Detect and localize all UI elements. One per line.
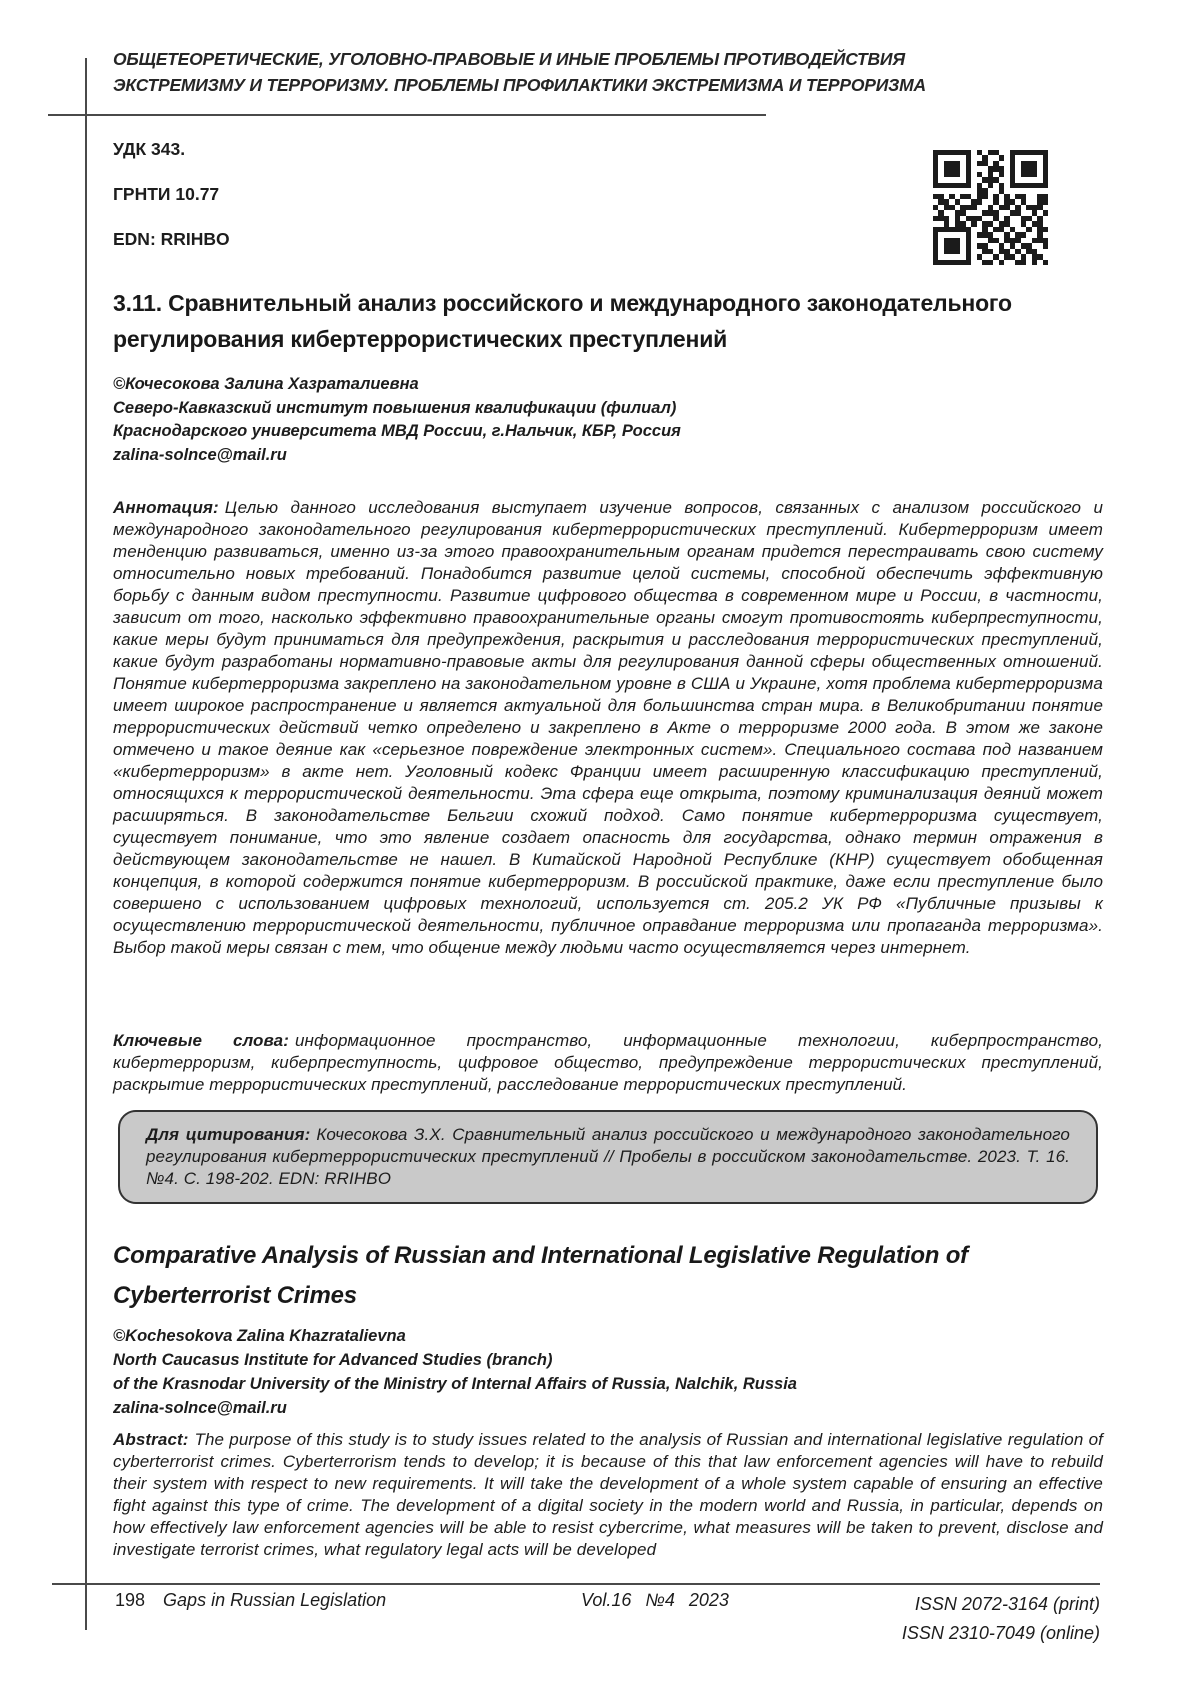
footer-rule: [52, 1583, 1100, 1585]
article-title-ru: 3.11. Сравнительный анализ российского и международного законодательного регулирования кибертеррористических преступлений: [113, 290, 1012, 352]
citation-paragraph: [146, 1124, 1070, 1190]
citation-text: Кочесокова З.Х. Сравнительный анализ российского и международного законодательного регулирования кибертеррористических преступлений // Пробелы в российском законодательстве. 2023. Т. 16. №4. С. 198-202. EDN: RRIHBO: [146, 1125, 1070, 1188]
volume-info: Vol.16 №4 2023: [581, 1590, 729, 1610]
running-head: [113, 46, 1103, 98]
keywords-label-ru: Ключевые слова:: [113, 1031, 289, 1050]
footer-left: [115, 1590, 386, 1611]
author-email-ru: zalina-solnce@mail.ru: [113, 445, 287, 464]
abstract-label-ru: Аннотация:: [113, 498, 219, 517]
article-title-en: Comparative Analysis of Russian and International Legislative Regulation of Cyberterrorist Crimes: [113, 1242, 968, 1309]
grnti-label: ГРНТИ 10.77: [113, 184, 220, 204]
abstract-ru: [113, 497, 1103, 1003]
running-head-line-2: ЭКСТРЕМИЗМУ И ТЕРРОРИЗМУ. ПРОБЛЕМЫ ПРОФИЛАКТИКИ ЭКСТРЕМИЗМА И ТЕРРОРИЗМА: [113, 75, 926, 95]
left-margin-rule: [85, 58, 87, 1630]
author-name-ru: ©Кочесокова Залина Хазраталиевна: [113, 375, 419, 393]
keywords-ru: [113, 1030, 1103, 1096]
issn-online: ISSN 2310-7049 (online): [901, 1623, 1100, 1643]
authors-ru: [113, 373, 1103, 467]
citation-label: Для цитирования:: [146, 1125, 311, 1144]
author-name-en: ©Kochesokova Zalina Khazratalievna: [113, 1327, 406, 1345]
author-affiliation-ru-1: Северо-Кавказский институт повышения квалификации (филиал): [113, 398, 677, 417]
issn-print: ISSN 2072-3164 (print): [914, 1594, 1100, 1614]
abstract-label-en: Abstract:: [113, 1430, 189, 1449]
abstract-text-ru: Целью данного исследования выступает изучение вопросов, связанных с анализом российского и международного законодательного регулирования кибертеррористических преступлений. Кибертерроризм имеет тенденцию развиваться, именно из-за этого правоохранительным органам придется перестраивать свою систему относительно новых требований. Понадобится развитие целой системы, способной обеспечить эффективную борьбу с данным видом преступности. Развитие цифрового общества в современном мире и России, в частности, зависит от того, насколько эффективно правоохранительные органы смогут противостоять киберпреступности, какие меры будут приниматься для предупреждения, раскрытия и расследования террористических преступлений, какие будут разработаны нормативно-правовые акты для регулирования данной сферы общественных отношений. Понятие кибертерроризма закреплено на законодательном уровне в США и Украине, хотя проблема кибертерроризма имеет широкое распространение и является актуальной для большинства стран мира. в Великобритании понятие террористических действий четко определено и закреплено в Акте о терроризме 2000 года. В этом же законе отмечено и такое деяние как «серьезное повреждение электронных систем». Специального состава под названием «кибертерроризм» в акте нет. Уголовный кодекс Франции имеет расширенную классификацию преступлений, относящихся к террористической деятельности. Эта сфера еще открыта, поэтому криминализация деяний может расширяться. В законодательстве Бельгии схожий подход. Само понятие кибертерроризма существует, существует понимание, что это явление создает опасность для государства, однако термин отражения в действующем законодательстве не нашел. В Китайской Народной Республике (КНР) существует обобщенная концепция, в которой содержится понятие кибертерроризм. В российской практике, даже если преступление было совершено с использованием цифровых технологий, используется ст. 205.2 УК РФ «Публичные призывы к осуществлению террористической деятельности, публичное оправдание терроризма или пропаганда терроризма». Выбор такой меры связан с тем, что общение между людьми часто осуществляется через интернет.: [113, 498, 1103, 957]
authors-en: [113, 1324, 1103, 1420]
issn-block: [902, 1590, 1100, 1648]
journal-name: Gaps in Russian Legislation: [163, 1590, 387, 1610]
udk-label: УДК 343.: [113, 139, 186, 159]
article-content: [113, 0, 1103, 1567]
author-email-en: zalina-solnce@mail.ru: [113, 1399, 287, 1417]
abstract-text-en: The purpose of this study is to study issues related to the analysis of Russian and international legislative regulation of cyberterrorist crimes. Cyberterrorism tends to develop; it is because of this that law enforcement agencies will have to rebuild their system with respect to new requirements. It will take the development of a whole system capable of ensuring an effective fight against this type of crime. The development of a digital society in the modern world and Russia, in particular, depends on how effectively law enforcement agencies will be able to resist cybercrime, what measures will be taken to prevent, disclose and investigate terrorist crimes, what regulatory legal acts will be developed: [113, 1430, 1103, 1559]
citation-box: [118, 1110, 1098, 1204]
author-affiliation-ru-2: Краснодарского университета МВД России, г.Нальчик, КБР, Россия: [113, 422, 681, 440]
keywords-text-ru: информационное пространство, информационные технологии, киберпространство, кибертерроризм, киберпреступность, цифровое общество, предупреждение террористических преступлений, раскрытие террористических преступлений, расследование террористических преступлений.: [113, 1031, 1103, 1094]
page-number: 198: [115, 1590, 146, 1610]
author-affiliation-en-1: North Caucasus Institute for Advanced Studies (branch): [113, 1351, 553, 1369]
article-meta: [113, 140, 1103, 249]
author-affiliation-en-2: of the Krasnodar University of the Ministry of Internal Affairs of Russia, Nalchik, Russia: [113, 1375, 797, 1393]
abstract-en: [113, 1429, 1103, 1567]
edn-label: EDN: RRIHBO: [113, 229, 230, 249]
running-head-line-1: ОБЩЕТЕОРЕТИЧЕСКИЕ, УГОЛОВНО-ПРАВОВЫЕ И ИНЫЕ ПРОБЛЕМЫ ПРОТИВОДЕЙСТВИЯ: [113, 49, 905, 69]
